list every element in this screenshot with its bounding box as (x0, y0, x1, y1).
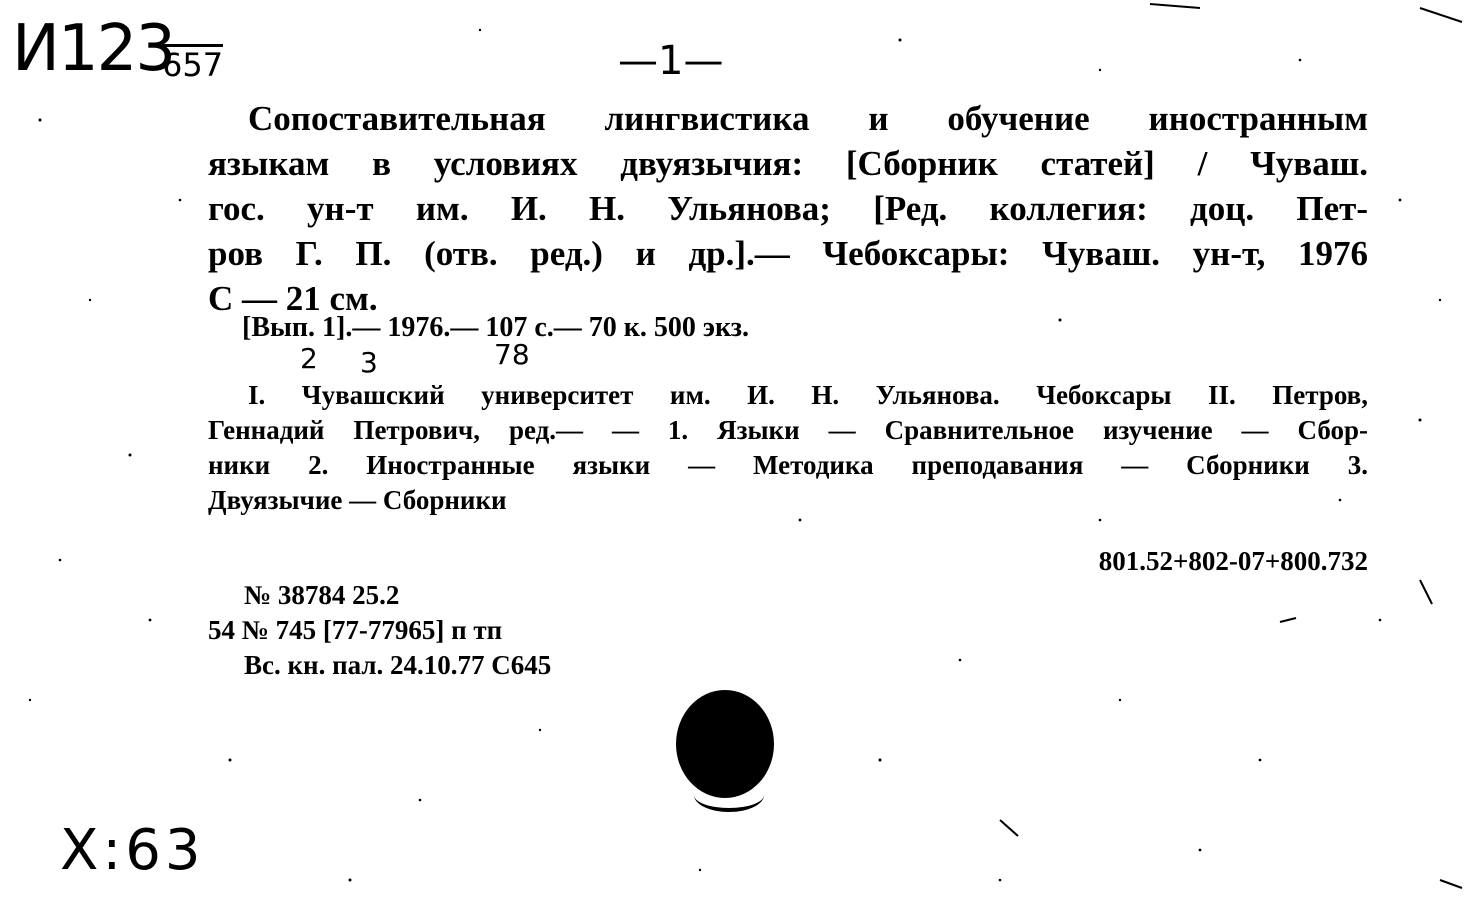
annotation-mark: 2 (300, 342, 318, 375)
subject-line: Геннадий Петрович, ред.— — 1. Языки — Сравнительное изучение — Сбор- (208, 415, 1368, 445)
subject-line: Двуязычие — Сборники (208, 485, 507, 515)
title-line: С — 21 см. (208, 279, 378, 318)
title-line: Сопоставительная лингвистика и обучение иностранным (248, 99, 1368, 138)
annotation-mark: 78 (494, 338, 530, 371)
accession-line: Вс. кн. пал. 24.10.77 С645 (244, 650, 552, 680)
card-number: —1— (618, 38, 724, 84)
title-line: ров Г. П. (отв. ред.) и др.].— Чебоксары: Чуваш. ун-т, 1976 (208, 234, 1368, 273)
accession-line: № 38784 25.2 (244, 580, 400, 610)
udc-classification: 801.52+802-07+800.732 (1098, 546, 1368, 576)
title-line: гос. ун-т им. И. Н. Ульянова; [Ред. коллегия: доц. Пет- (208, 189, 1368, 228)
issue-line: [Вып. 1].— 1976.— 107 с.— 70 к. 500 экз. (242, 312, 749, 343)
annotation-mark: 3 (360, 346, 378, 379)
shelf-mark: Х:63 (60, 818, 205, 883)
subject-line: I. Чувашский университет им. И. Н. Ульянова. Чебоксары II. Петров, (248, 380, 1368, 410)
call-number-sub: 657 (162, 46, 224, 84)
accession-line: 54 № 745 [77-77965] п тп (208, 615, 503, 645)
title-line: языкам в условиях двуязычия: [Сборник статей] / Чуваш. (208, 144, 1368, 183)
subject-line: ники 2. Иностранные языки — Методика преподавания — Сборники 3. (208, 450, 1368, 480)
call-number: И123 (12, 12, 175, 86)
